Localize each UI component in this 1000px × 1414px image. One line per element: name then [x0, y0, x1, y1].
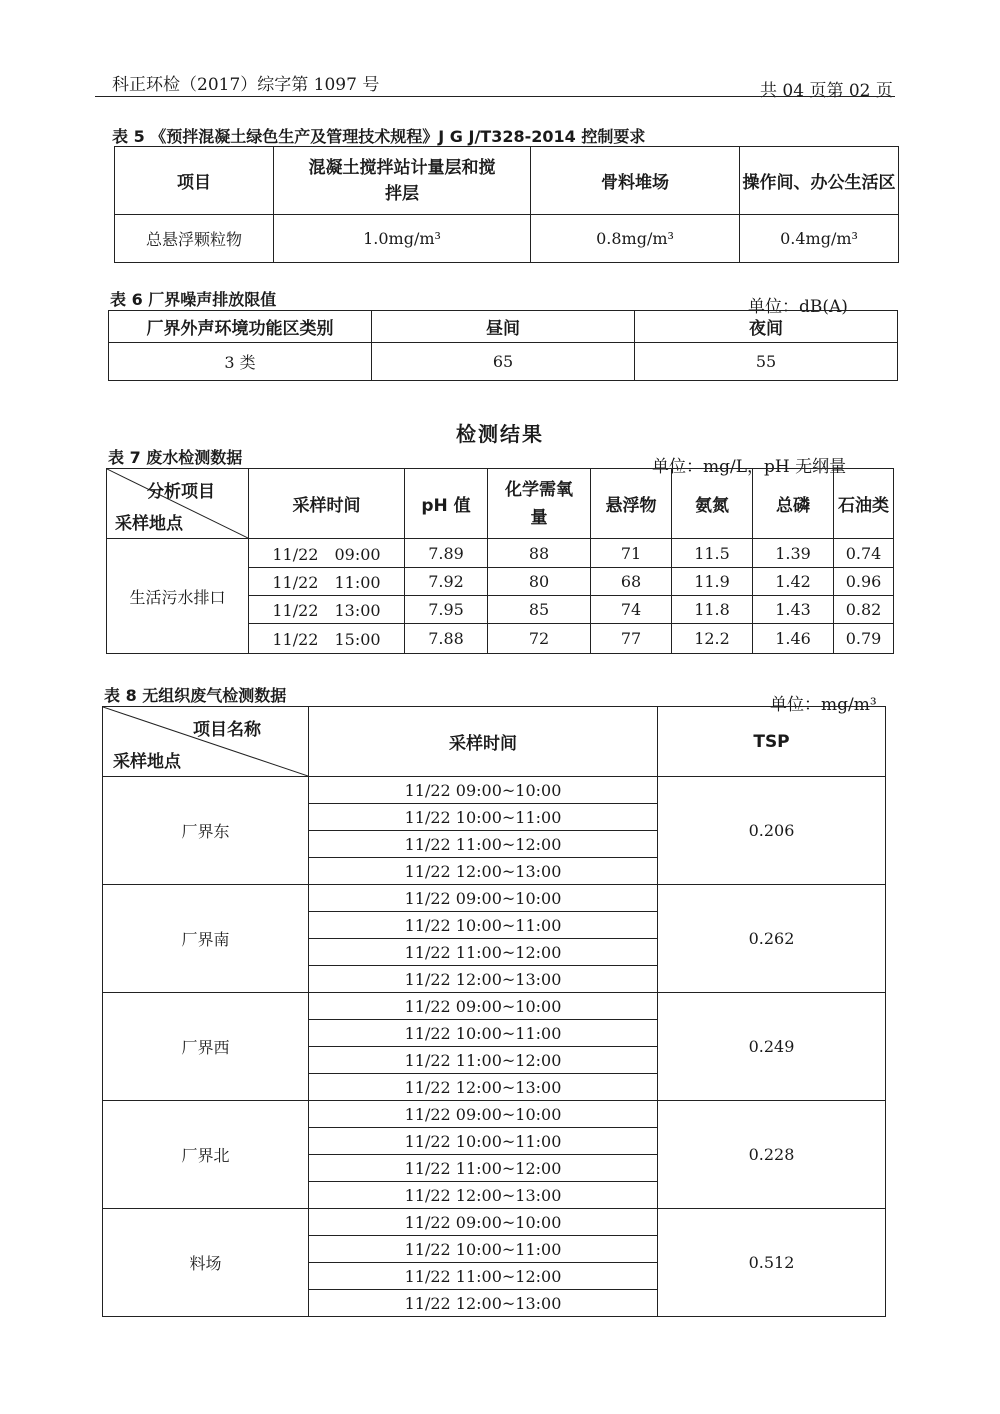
- table5: [114, 146, 899, 263]
- table-cell: 11/22 11:00: [249, 568, 405, 596]
- table7: [106, 468, 894, 654]
- table8-time-cell: 11/22 10:00~11:00: [309, 1128, 658, 1155]
- table8-time-cell: 11/22 12:00~13:00: [309, 1074, 658, 1101]
- table7-location: 生活污水排口: [107, 539, 249, 654]
- table8-time-cell: 11/22 10:00~11:00: [309, 1236, 658, 1263]
- table-cell: 1.46: [753, 624, 834, 654]
- table7-header-cod: 化学需氧量: [488, 469, 591, 539]
- table6-unit: 单位：dB(A): [748, 297, 848, 317]
- table7-header-nh3n: 氨氮: [672, 469, 753, 539]
- table8-time-cell: 11/22 11:00~12:00: [309, 1047, 658, 1074]
- table5-cell-office: 0.4mg/m³: [740, 215, 899, 263]
- table-cell: 88: [488, 539, 591, 568]
- table-cell: 11.8: [672, 596, 753, 624]
- table-cell: 1.39: [753, 539, 834, 568]
- table5-cell-aggregate: 0.8mg/m³: [531, 215, 740, 263]
- table-cell: 7.88: [405, 624, 488, 654]
- table7-diag-header: [107, 469, 249, 539]
- table8-time-cell: 11/22 09:00~10:00: [309, 1101, 658, 1128]
- table5-cell-mixing: 1.0mg/m³: [274, 215, 531, 263]
- table6: [108, 310, 898, 381]
- table8-time-cell: 11/22 10:00~11:00: [309, 1020, 658, 1047]
- table5-header-office: 操作间、办公生活区: [740, 147, 899, 215]
- table8-tsp-value: 0.206: [658, 777, 886, 885]
- table8-time-cell: 11/22 09:00~10:00: [309, 885, 658, 912]
- table-cell: 7.92: [405, 568, 488, 596]
- table6-header-day: 昼间: [372, 311, 635, 343]
- table-cell: 85: [488, 596, 591, 624]
- table-cell: 11/22 13:00: [249, 596, 405, 624]
- page-info: 共 04 页第 02 页: [760, 81, 893, 101]
- table5-header-aggregate: 骨料堆场: [531, 147, 740, 215]
- table8-unit: 单位：mg/m³: [770, 695, 877, 715]
- section-title: 检测结果: [456, 422, 544, 446]
- table-cell: 0.74: [834, 539, 894, 568]
- table8-time-cell: 11/22 11:00~12:00: [309, 939, 658, 966]
- table-cell: 77: [591, 624, 672, 654]
- table8-diag-top: 项目名称: [193, 720, 261, 740]
- table6-cell-night: 55: [635, 343, 898, 381]
- table7-header-ss: 悬浮物: [591, 469, 672, 539]
- table-cell: 80: [488, 568, 591, 596]
- table5-header-mixing: 混凝土搅拌站计量层和搅拌层: [274, 147, 531, 215]
- table-cell: 68: [591, 568, 672, 596]
- table7-diag-bottom: 采样地点: [115, 514, 183, 534]
- table-cell: 11.5: [672, 539, 753, 568]
- table7-unit: 单位：mg/L，pH 无纲量: [652, 457, 847, 477]
- table-cell: 1.43: [753, 596, 834, 624]
- table8-location: 厂界西: [103, 993, 309, 1101]
- table8-location: 厂界东: [103, 777, 309, 885]
- table8-header-tsp: TSP: [658, 707, 886, 777]
- table8-time-cell: 11/22 10:00~11:00: [309, 804, 658, 831]
- table8-time-cell: 11/22 11:00~12:00: [309, 1155, 658, 1182]
- table5-cell-tsp: 总悬浮颗粒物: [115, 215, 274, 263]
- table-cell: 11/22 09:00: [249, 539, 405, 568]
- table8-location: 厂界南: [103, 885, 309, 993]
- table8-location: 厂界北: [103, 1101, 309, 1209]
- table8: [102, 706, 886, 1317]
- table7-header-oil: 石油类: [834, 469, 894, 539]
- table-cell: 72: [488, 624, 591, 654]
- table8-diag-bottom: 采样地点: [113, 752, 181, 772]
- table8-time-cell: 11/22 09:00~10:00: [309, 1209, 658, 1236]
- table-cell: 0.96: [834, 568, 894, 596]
- table6-caption: 表 6 厂界噪声排放限值: [110, 290, 277, 309]
- table8-time-cell: 11/22 12:00~13:00: [309, 858, 658, 885]
- table8-caption: 表 8 无组织废气检测数据: [104, 686, 287, 705]
- table-cell: 1.42: [753, 568, 834, 596]
- table-cell: 12.2: [672, 624, 753, 654]
- table-cell: 11.9: [672, 568, 753, 596]
- table8-time-cell: 11/22 09:00~10:00: [309, 993, 658, 1020]
- table-cell: 0.79: [834, 624, 894, 654]
- table8-tsp-value: 0.249: [658, 993, 886, 1101]
- table8-tsp-value: 0.262: [658, 885, 886, 993]
- table-cell: 7.95: [405, 596, 488, 624]
- table-cell: 7.89: [405, 539, 488, 568]
- table-cell: 74: [591, 596, 672, 624]
- table8-location: 料场: [103, 1209, 309, 1317]
- table6-cell-day: 65: [372, 343, 635, 381]
- table8-time-cell: 11/22 11:00~12:00: [309, 831, 658, 858]
- table8-time-cell: 11/22 12:00~13:00: [309, 1290, 658, 1317]
- table6-header-night: 夜间: [635, 311, 898, 343]
- table8-diag-header: [103, 707, 309, 777]
- header-rule: [95, 96, 895, 97]
- table8-time-cell: 11/22 12:00~13:00: [309, 966, 658, 993]
- table8-time-cell: 11/22 11:00~12:00: [309, 1263, 658, 1290]
- table5-header-item: 项目: [115, 147, 274, 215]
- table5-caption: 表 5 《预拌混凝土绿色生产及管理技术规程》J G J/T328-2014 控制要求: [112, 127, 646, 146]
- table7-caption: 表 7 废水检测数据: [108, 448, 243, 467]
- table8-time-cell: 11/22 12:00~13:00: [309, 1182, 658, 1209]
- table8-header-time: 采样时间: [309, 707, 658, 777]
- table7-header-time: 采样时间: [249, 469, 405, 539]
- table8-time-cell: 11/22 09:00~10:00: [309, 777, 658, 804]
- doc-number: 科正环检（2017）综字第 1097 号: [112, 75, 380, 95]
- table7-header-ph: pH 值: [405, 469, 488, 539]
- table7-diag-top: 分析项目: [147, 482, 215, 502]
- table6-header-zone: 厂界外声环境功能区类别: [109, 311, 372, 343]
- table-cell: 71: [591, 539, 672, 568]
- table-cell: 0.82: [834, 596, 894, 624]
- table8-time-cell: 11/22 10:00~11:00: [309, 912, 658, 939]
- table-cell: 11/22 15:00: [249, 624, 405, 654]
- table6-cell-zone: 3 类: [109, 343, 372, 381]
- table8-tsp-value: 0.512: [658, 1209, 886, 1317]
- table8-tsp-value: 0.228: [658, 1101, 886, 1209]
- table7-header-tp: 总磷: [753, 469, 834, 539]
